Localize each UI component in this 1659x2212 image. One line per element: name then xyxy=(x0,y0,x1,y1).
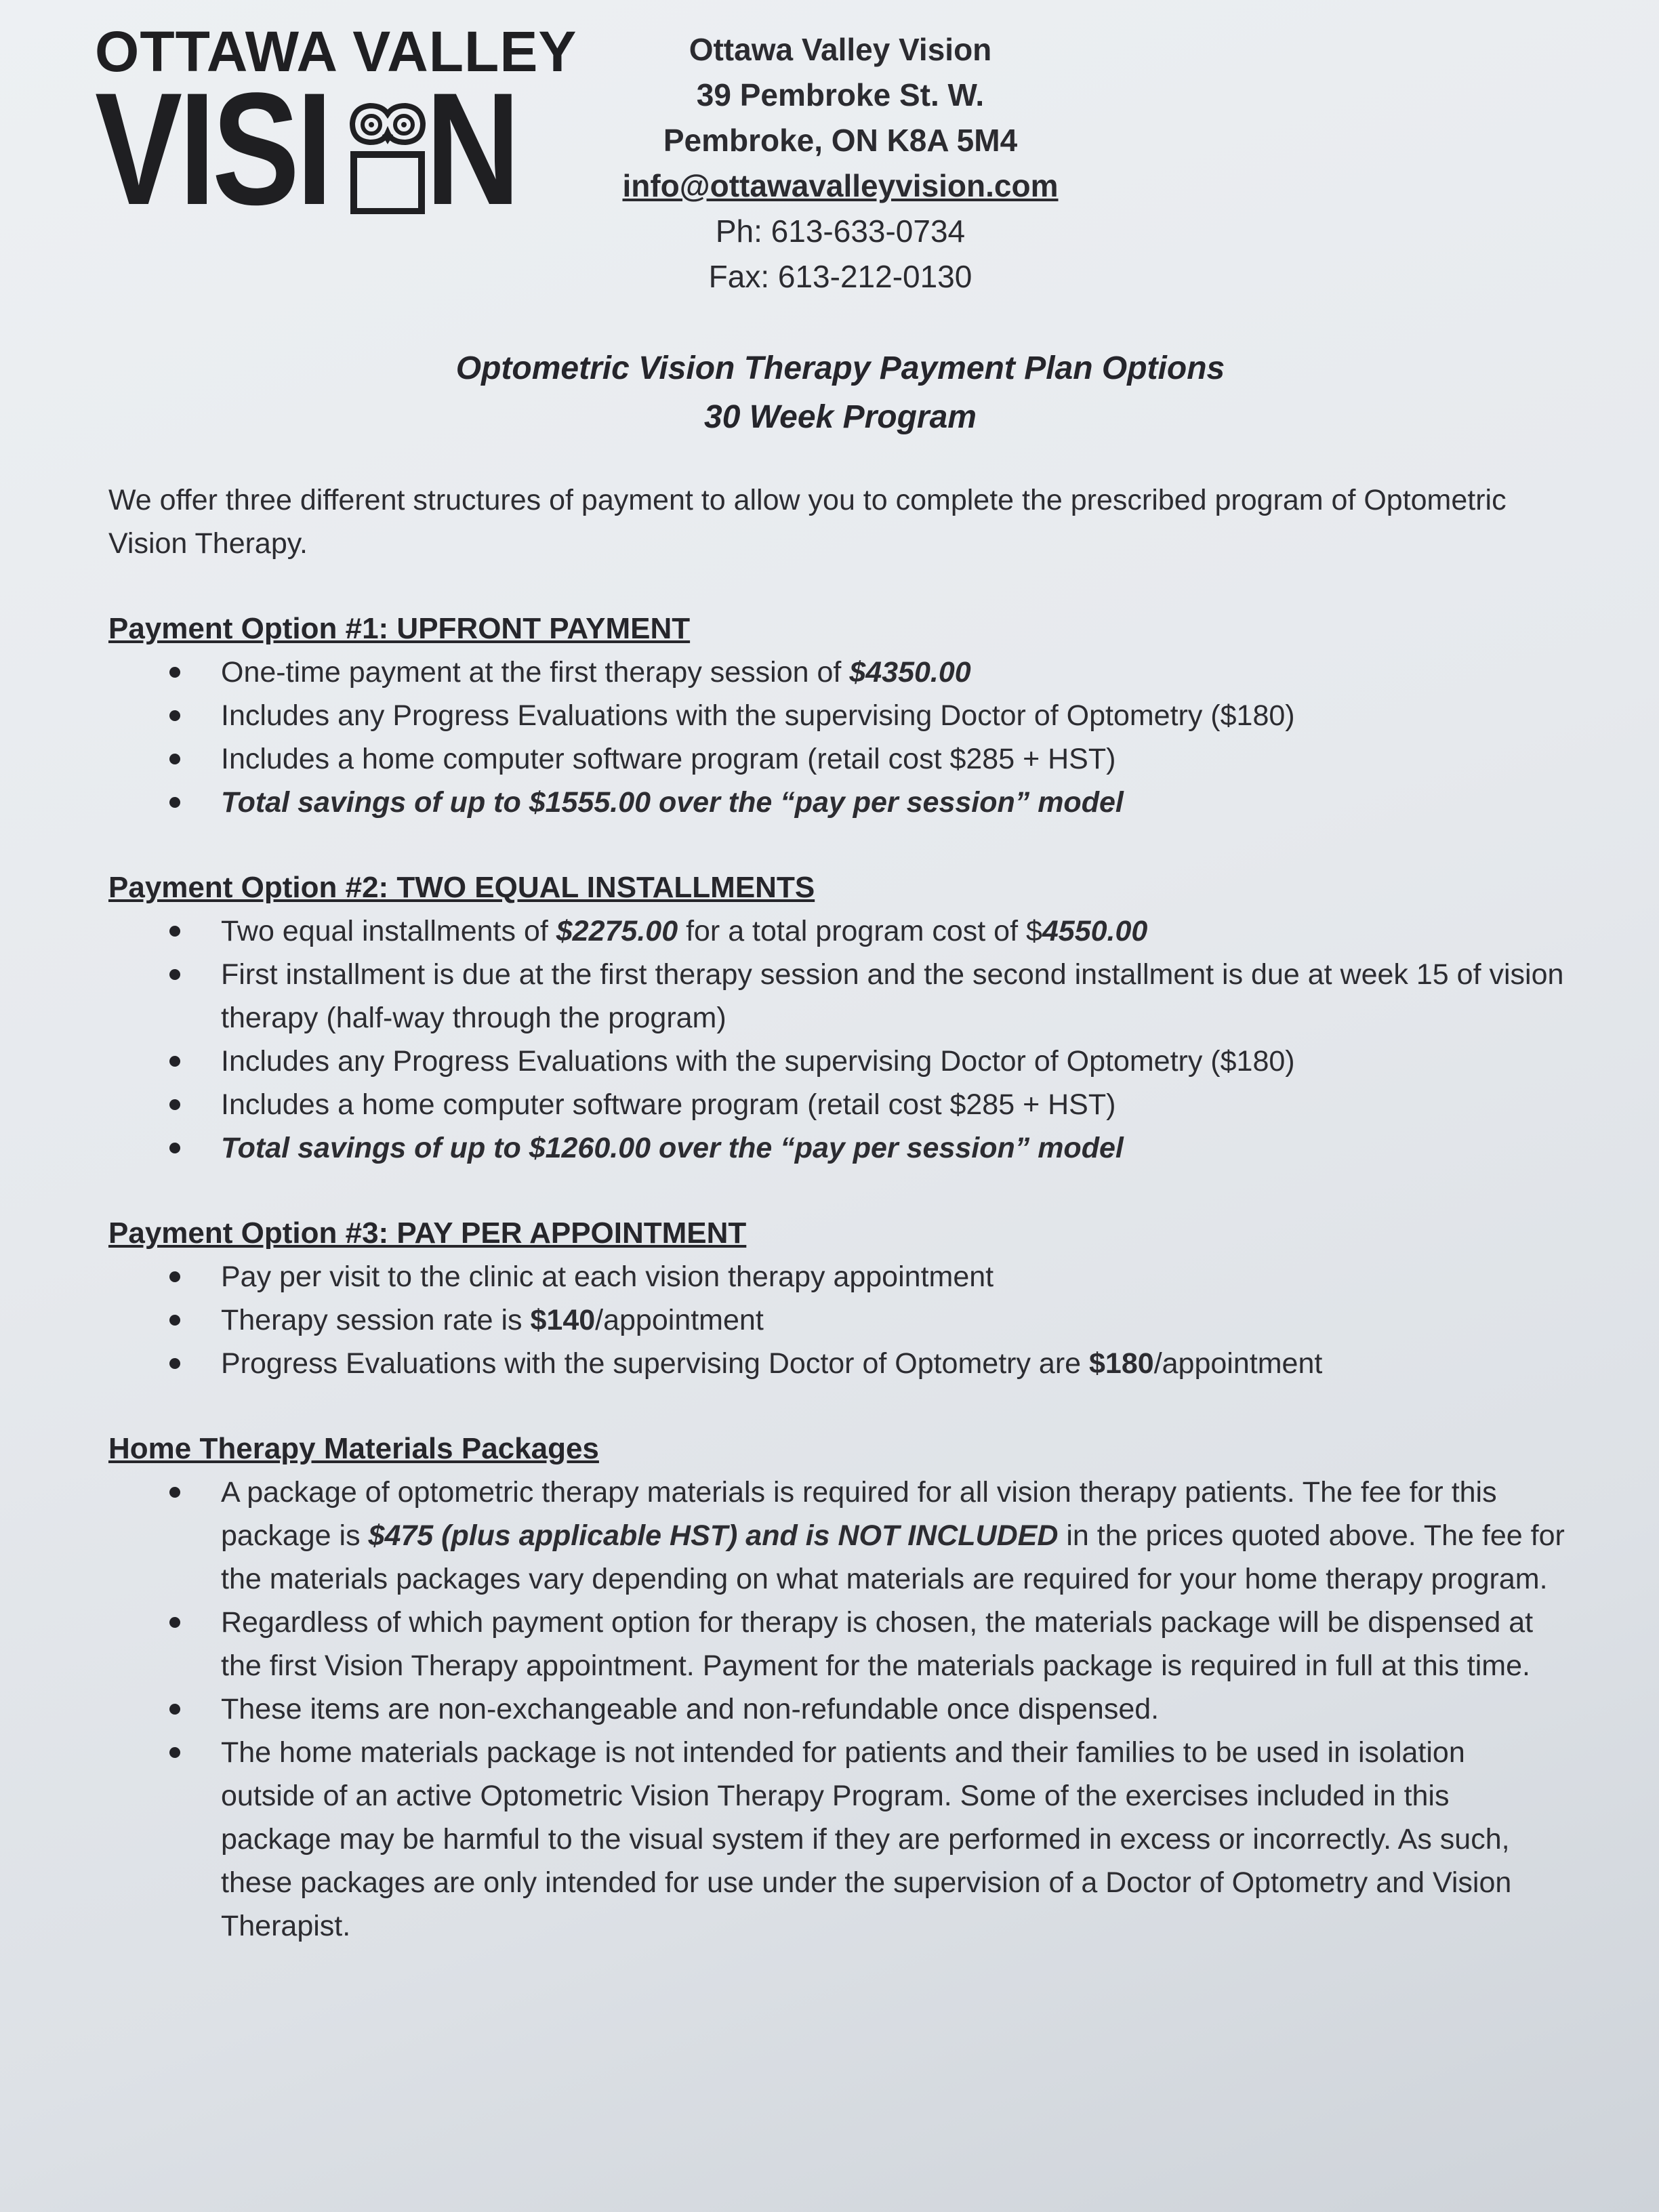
document-title xyxy=(312,344,1369,442)
clinic-name: Ottawa Valley Vision xyxy=(689,32,992,67)
bullet-icon xyxy=(169,1747,180,1758)
option1-savings: Total savings of up to $1555.00 over the “pay per session” model xyxy=(221,786,1124,819)
list-item xyxy=(108,781,1565,824)
bullet-icon xyxy=(169,969,180,980)
bullet-icon xyxy=(169,1487,180,1498)
list-item: Progress Evaluations with the supervising Doctor of Optometry are $180/appointment xyxy=(108,1342,1565,1385)
logo-text-n: N xyxy=(426,60,520,239)
list-item: Two equal installments of $2275.00 for a total program cost of $4550.00 xyxy=(108,909,1565,953)
bullet-icon xyxy=(169,1617,180,1628)
materials-fee: $475 (plus applicable HST) and is NOT INCLUDED xyxy=(368,1519,1059,1552)
bullet-icon xyxy=(169,797,180,808)
option1-list xyxy=(108,651,1599,824)
evaluation-rate: $180 xyxy=(1089,1347,1154,1380)
intro-paragraph: We offer three different structures of payment to allow you to complete the prescribed program of Optometric Vision Therapy. xyxy=(108,484,1507,560)
list-item: One-time payment at the first therapy session of $4350.00 xyxy=(108,651,1565,694)
list-item: The home materials package is not intended for patients and their families to be used in isolation outside of an active Optometric Vision Therapy Program. Some of the exercises included in this package may be harmful to the visual system if they are performed in excess or incorrectly. As such, these packages are only intended for use under the supervision of a Doctor of Optometry and Vision Therapist. xyxy=(108,1731,1565,1948)
document-body xyxy=(108,478,1599,1990)
materials-list xyxy=(108,1471,1599,1948)
bullet-icon xyxy=(169,1143,180,1153)
option2-heading: Payment Option #2: TWO EQUAL INSTALLMENTS xyxy=(108,871,815,904)
bullet-icon xyxy=(169,667,180,678)
clinic-logo xyxy=(95,19,577,239)
bullet-icon xyxy=(169,1704,180,1715)
bullet-icon xyxy=(169,754,180,764)
bullet-icon xyxy=(169,926,180,937)
list-item: Regardless of which payment option for therapy is chosen, the materials package will be dispensed at the first Vision Therapy appointment. Payment for the materials package is required in full at this time. xyxy=(108,1601,1565,1687)
bullet-icon xyxy=(169,1358,180,1369)
bullet-icon xyxy=(169,1099,180,1110)
list-item: First installment is due at the first therapy session and the second installment is due at week 15 of vision therapy (half-way through the program) xyxy=(108,953,1565,1040)
list-item: Includes any Progress Evaluations with the supervising Doctor of Optometry ($180) xyxy=(108,694,1565,737)
materials-heading: Home Therapy Materials Packages xyxy=(108,1432,599,1465)
bullet-icon xyxy=(169,1271,180,1282)
title-line-2: 30 Week Program xyxy=(704,399,977,435)
bullet-icon xyxy=(169,710,180,721)
list-item: These items are non-exchangeable and non-refundable once dispensed. xyxy=(108,1687,1565,1731)
option3-heading: Payment Option #3: PAY PER APPOINTMENT xyxy=(108,1216,747,1250)
option3-list xyxy=(108,1255,1599,1385)
logo-text-top: OTTAWA VALLEY xyxy=(95,20,577,83)
logo-text-visi: VISI xyxy=(95,60,330,239)
option2-list xyxy=(108,909,1599,1170)
bullet-icon xyxy=(169,1315,180,1326)
clinic-phone: Ph: 613-633-0734 xyxy=(715,213,966,249)
option1-heading: Payment Option #1: UPFRONT PAYMENT xyxy=(108,612,691,645)
session-rate: $140 xyxy=(530,1304,596,1336)
option2-savings: Total savings of up to $1260.00 over the “pay per session” model xyxy=(221,1132,1124,1164)
clinic-email-link[interactable]: info@ottawavalleyvision.com xyxy=(622,168,1059,203)
bullet-icon xyxy=(169,1056,180,1067)
option2-total-amount: 4550.00 xyxy=(1042,915,1148,947)
option2-installment-amount: $2275.00 xyxy=(556,915,678,947)
clinic-city: Pembroke, ON K8A 5M4 xyxy=(663,123,1018,158)
list-item: Includes a home computer software program (retail cost $285 + HST) xyxy=(108,737,1565,781)
clinic-fax: Fax: 613-212-0130 xyxy=(708,259,972,294)
list-item: A package of optometric therapy materials is required for all vision therapy patients. The fee for this package is $475 (plus applicable HST) and is NOT INCLUDED in the prices quoted above. The fee for the materials packages vary depending on what materials are required for your home therapy program. xyxy=(108,1471,1565,1601)
clinic-address-block xyxy=(583,27,1098,300)
list-item: Pay per visit to the clinic at each vision therapy appointment xyxy=(108,1255,1565,1298)
clinic-street: 39 Pembroke St. W. xyxy=(696,77,985,112)
list-item: Includes a home computer software program (retail cost $285 + HST) xyxy=(108,1083,1565,1126)
title-line-1: Optometric Vision Therapy Payment Plan Options xyxy=(455,350,1225,386)
list-item: Includes any Progress Evaluations with the supervising Doctor of Optometry ($180) xyxy=(108,1040,1565,1083)
option1-amount: $4350.00 xyxy=(849,656,971,689)
list-item: Therapy session rate is $140/appointment xyxy=(108,1298,1565,1342)
list-item xyxy=(108,1126,1565,1170)
logo-text-bottom xyxy=(95,60,381,239)
owl-icon xyxy=(347,94,428,214)
